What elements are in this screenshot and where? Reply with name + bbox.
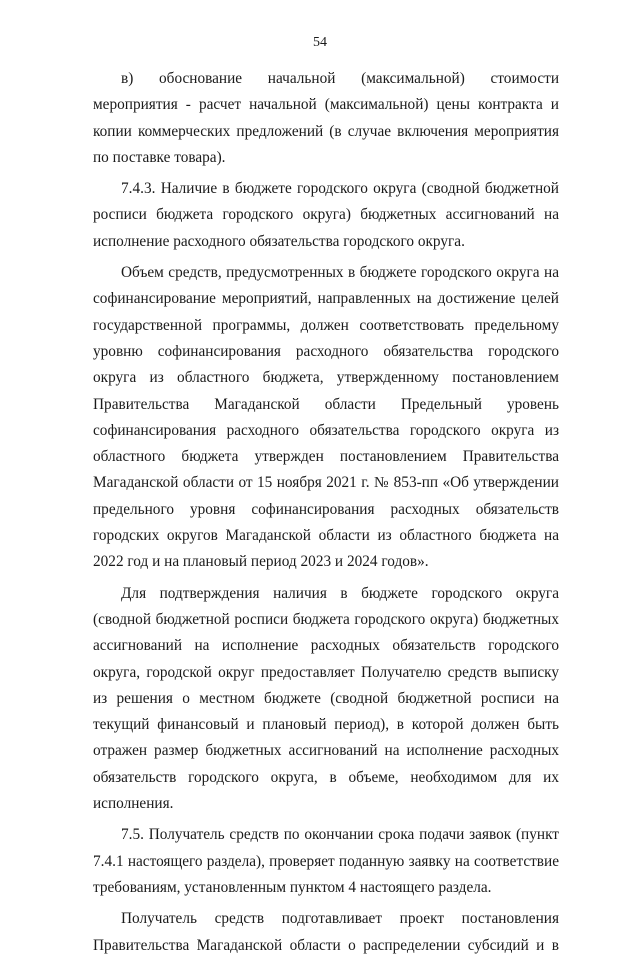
paragraph-7-5: 7.5. Получатель средств по окончании срока подачи заявок (пункт 7.4.1 настоящего раздела), проверяет поданную заявку на соответствие требованиям, установленным пунктом 4 настоящего раздела. bbox=[93, 826, 559, 896]
paragraph-budget-confirmation: Для подтверждения наличия в бюджете городского округа (сводной бюджетной росписи бюджета городского округа) бюджетных ассигнований на исполнение расходных обязательств городского округа, городской округ предоставляет Получателю средств выписку из решения о местном бюджете (сводной бюджетной росписи на текущий финансовый и плановый период), в которой должен быть отражен размер бюджетных ассигнований на исполнение расходных обязательств городского округа, в объеме, необходимом для их исполнения. bbox=[93, 584, 559, 813]
page-number: 54 bbox=[313, 35, 327, 50]
paragraph-cofinancing-volume: Объем средств, предусмотренных в бюджете городского округа на софинансирование мероприятий, направленных на достижение целей государственной программы, должен соответствовать предельному уровню софинансирования расходного обязательства городского округа из областного бюджета, утвержденному постановлением Правительства Магаданской области Предельный уровень софинансирования расходного обязательства городского округа из областного бюджета утвержден постановлением Правительства Магаданской области от 15 ноября 2021 г. № 853-пп «Об утверждении предельного уровня софинансирования расходных обязательств городских округов Магаданской области из областного бюджета на 2022 год и на плановый период 2023 и 2024 годов». bbox=[93, 264, 559, 571]
paragraph-cost-justification: в) обоснование начальной (максимальной) стоимости мероприятия - расчет начальной (максимальной) цены контракта и копии коммерческих предложений (в случае включения мероприятия по поставке товара). bbox=[93, 70, 559, 166]
paragraph-resolution-draft: Получатель средств подготавливает проект постановления Правительства Магаданской области о распределении субсидий и в bbox=[93, 910, 559, 954]
paragraph-7-4-3: 7.4.3. Наличие в бюджете городского округа (сводной бюджетной росписи бюджета городского округа) бюджетных ассигнований на исполнение расходного обязательства городского округа. bbox=[93, 180, 559, 250]
document-body bbox=[93, 66, 559, 964]
